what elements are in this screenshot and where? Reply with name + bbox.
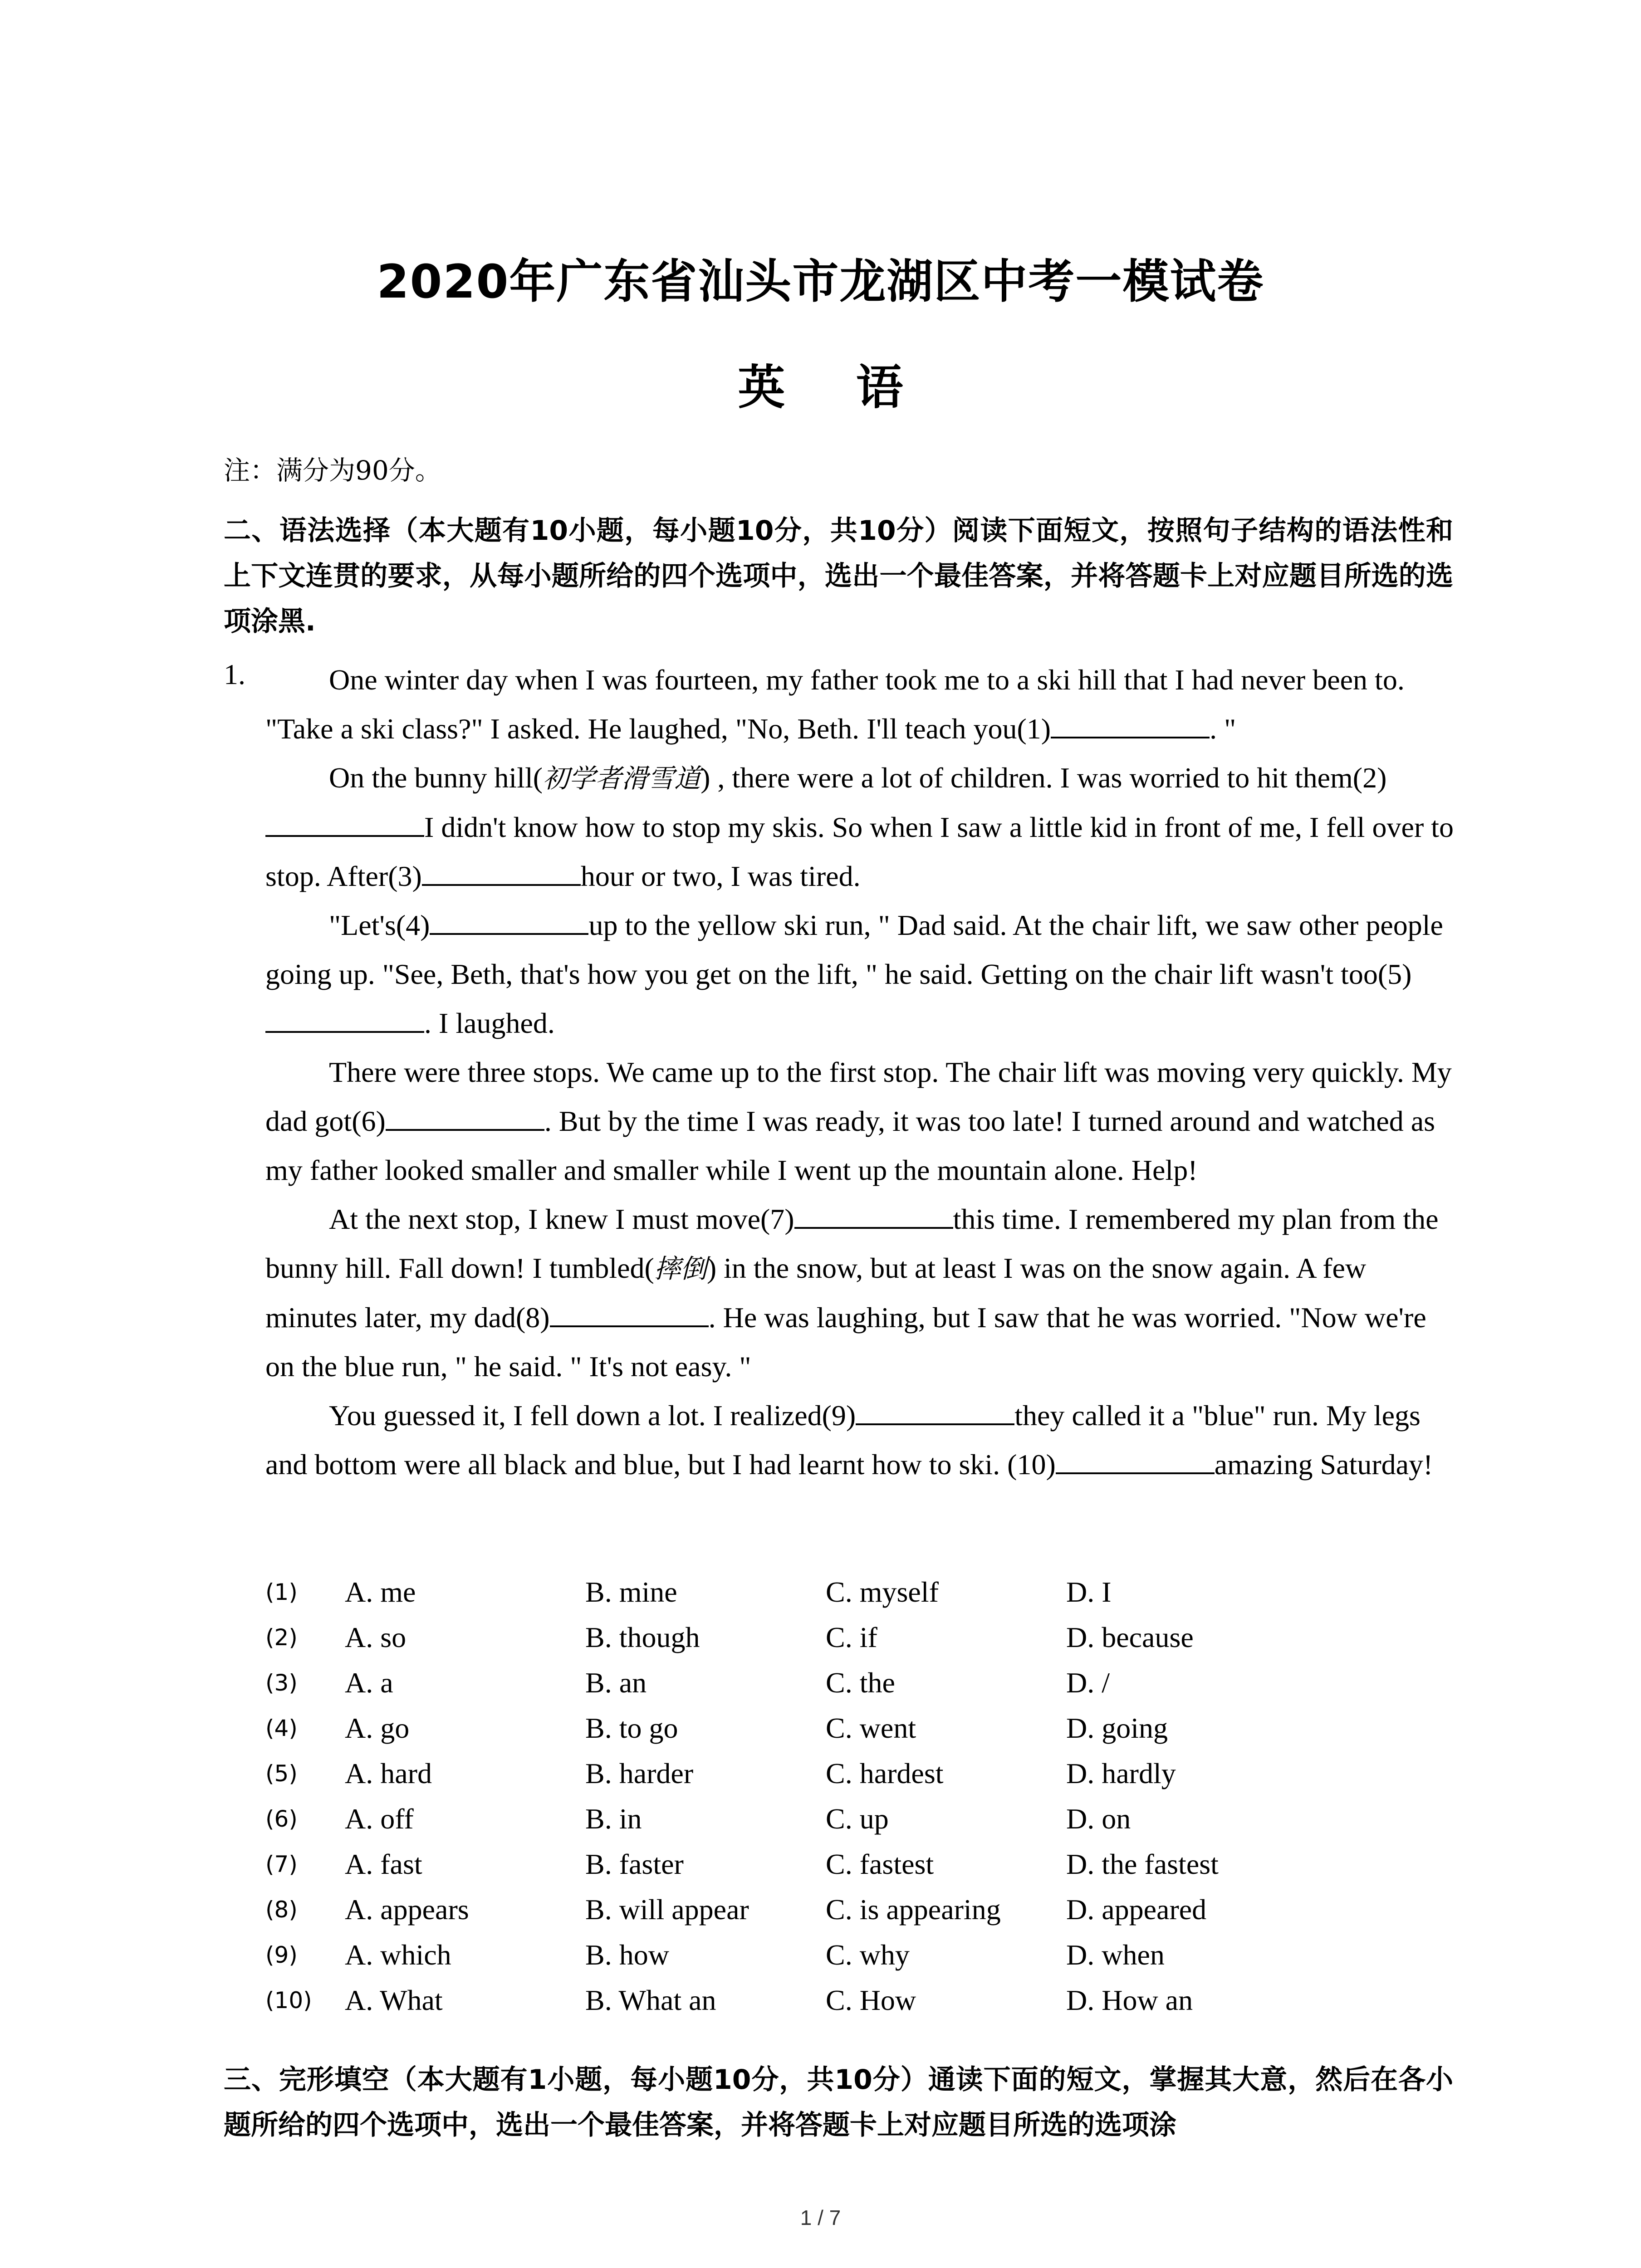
option-b: B. how (585, 1939, 669, 1971)
option-c: C. went (826, 1712, 916, 1744)
option-b: B. What an (585, 1984, 716, 2016)
option-d: D. How an (1066, 1984, 1193, 2016)
option-row (265, 1887, 1454, 1932)
option-a: A. me (345, 1576, 416, 1608)
option-c: C. fastest (826, 1848, 934, 1880)
option-d: D. on (1066, 1803, 1131, 1835)
option-number: (1) (265, 1579, 298, 1605)
blank-2 (265, 810, 424, 837)
option-d: D. the fastest (1066, 1848, 1219, 1880)
option-c: C. if (826, 1621, 877, 1653)
option-a: A. so (345, 1621, 407, 1653)
option-number: (8) (265, 1897, 298, 1923)
section-2-heading: 二、语法选择（本大题有10小题，每小题10分，共10分）阅读下面短文，按照句子结构的语法性和上下文连贯的要求，从每小题所给的四个选项中，选出一个最佳答案，并将答题卡上对应题目所选的选项涂黑. (224, 515, 1453, 637)
option-d: D. appeared (1066, 1893, 1207, 1926)
option-a: A. hard (345, 1757, 432, 1789)
paragraph-2: On the bunny hill(初学者滑雪道) , there were a lot of children. I was worried to hit them(2)I didn't know how to stop my skis. So when I saw a little kid in front of me, I fell over to stop. After(3) hour or two, I was tired. (265, 762, 1454, 892)
option-b: B. an (585, 1667, 647, 1699)
option-b: B. mine (585, 1576, 677, 1608)
option-b: B. though (585, 1621, 700, 1653)
option-number: (5) (265, 1760, 298, 1787)
page-title: 2020年广东省汕头市龙湖区中考一模试卷 (377, 255, 1264, 309)
option-d: D. when (1066, 1939, 1165, 1971)
option-a: A. a (345, 1667, 393, 1699)
option-number: (4) (265, 1715, 298, 1741)
blank-6 (386, 1104, 544, 1131)
option-row (265, 1796, 1454, 1842)
option-row (265, 1978, 1454, 2023)
option-b: B. to go (585, 1712, 678, 1744)
option-d: D. because (1066, 1621, 1194, 1653)
option-c: C. up (826, 1803, 889, 1835)
option-number: (9) (265, 1942, 298, 1968)
reading-passage (265, 655, 1454, 1489)
option-c: C. How (826, 1984, 916, 2016)
option-d: D. I (1066, 1576, 1112, 1608)
answer-options (265, 1569, 1454, 2023)
option-number: (7) (265, 1851, 298, 1877)
option-number: (10) (265, 1987, 312, 2014)
option-b: B. faster (585, 1848, 684, 1880)
option-a: A. which (345, 1939, 451, 1971)
blank-9 (856, 1398, 1014, 1425)
blank-3 (422, 859, 581, 886)
paragraph-6: You guessed it, I fell down a lot. I realized(9) they called it a "blue" run. My legs and bottom were all black and blue, but I had learnt how to ski. (10) amazing Saturday! (265, 1391, 1454, 1489)
option-a: A. go (345, 1712, 410, 1744)
blank-8 (550, 1300, 709, 1327)
option-row (265, 1842, 1454, 1887)
section-3-heading: 三、完形填空（本大题有1小题，每小题10分，共10分）通读下面的短文，掌握其大意，然后在各小题所给的四个选项中，选出一个最佳答案，并将答题卡上对应题目所选的选项涂 (224, 2064, 1453, 2141)
chinese-gloss: 摔倒 (654, 1253, 707, 1284)
subject-title: 英 语 (738, 360, 931, 415)
option-b: B. harder (585, 1757, 694, 1789)
option-number: (2) (265, 1624, 298, 1651)
blank-10 (1056, 1447, 1215, 1474)
option-row (265, 1751, 1454, 1796)
paragraph-4: There were three stops. We came up to the first stop. The chair lift was moving very quickly. My dad got(6) . But by the time I was ready, it was too late! I turned around and watched as my father looked smaller and smaller while I went up the mountain alone. Help! (265, 1056, 1452, 1186)
option-d: D. / (1066, 1667, 1110, 1699)
option-d: D. going (1066, 1712, 1168, 1744)
blank-4 (430, 908, 588, 935)
blank-1 (1051, 711, 1210, 738)
option-d: D. hardly (1066, 1757, 1176, 1789)
option-row (265, 1660, 1454, 1706)
option-a: A. appears (345, 1893, 469, 1926)
option-row (265, 1615, 1454, 1660)
blank-7 (794, 1202, 953, 1229)
option-c: C. hardest (826, 1757, 944, 1789)
option-c: C. myself (826, 1576, 939, 1608)
option-c: C. the (826, 1667, 895, 1699)
option-a: A. What (345, 1984, 443, 2016)
option-number: (3) (265, 1670, 298, 1696)
paragraph-1: One winter day when I was fourteen, my father took me to a ski hill that I had never been to. "Take a ski class?" I asked. He laughed, "No, Beth. I'll teach you(1) . " (265, 664, 1405, 745)
paragraph-3: "Let's(4) up to the yellow ski run, " Dad said. At the chair lift, we saw other people going up. "See, Beth, that's how you get on the lift, " he said. Getting on the chair lift wasn't too(5). I laughed. (265, 901, 1454, 1048)
option-number: (6) (265, 1806, 298, 1832)
option-c: C. is appearing (826, 1893, 1001, 1926)
option-b: B. in (585, 1803, 642, 1835)
score-note: 注：满分为90分。 (224, 455, 441, 486)
blank-5 (265, 1006, 424, 1033)
option-row (265, 1569, 1454, 1615)
option-a: A. fast (345, 1848, 422, 1880)
option-row (265, 1932, 1454, 1978)
option-c: C. why (826, 1939, 910, 1971)
option-a: A. off (345, 1803, 414, 1835)
option-b: B. will appear (585, 1893, 749, 1926)
chinese-gloss: 初学者滑雪道 (543, 763, 701, 794)
option-row (265, 1706, 1454, 1751)
page-number: 1 / 7 (800, 2206, 841, 2229)
paragraph-5: At the next stop, I knew I must move(7) this time. I remembered my plan from the bunny hill. Fall down! I tumbled(摔倒) in the snow, but at least I was on the snow again. A few minutes later, my dad(8) . He was laughing, but I saw that he was worried. "Now we're on the blue run, " he said. " It's not easy. " (265, 1195, 1454, 1391)
question-number: 1. (224, 658, 245, 690)
